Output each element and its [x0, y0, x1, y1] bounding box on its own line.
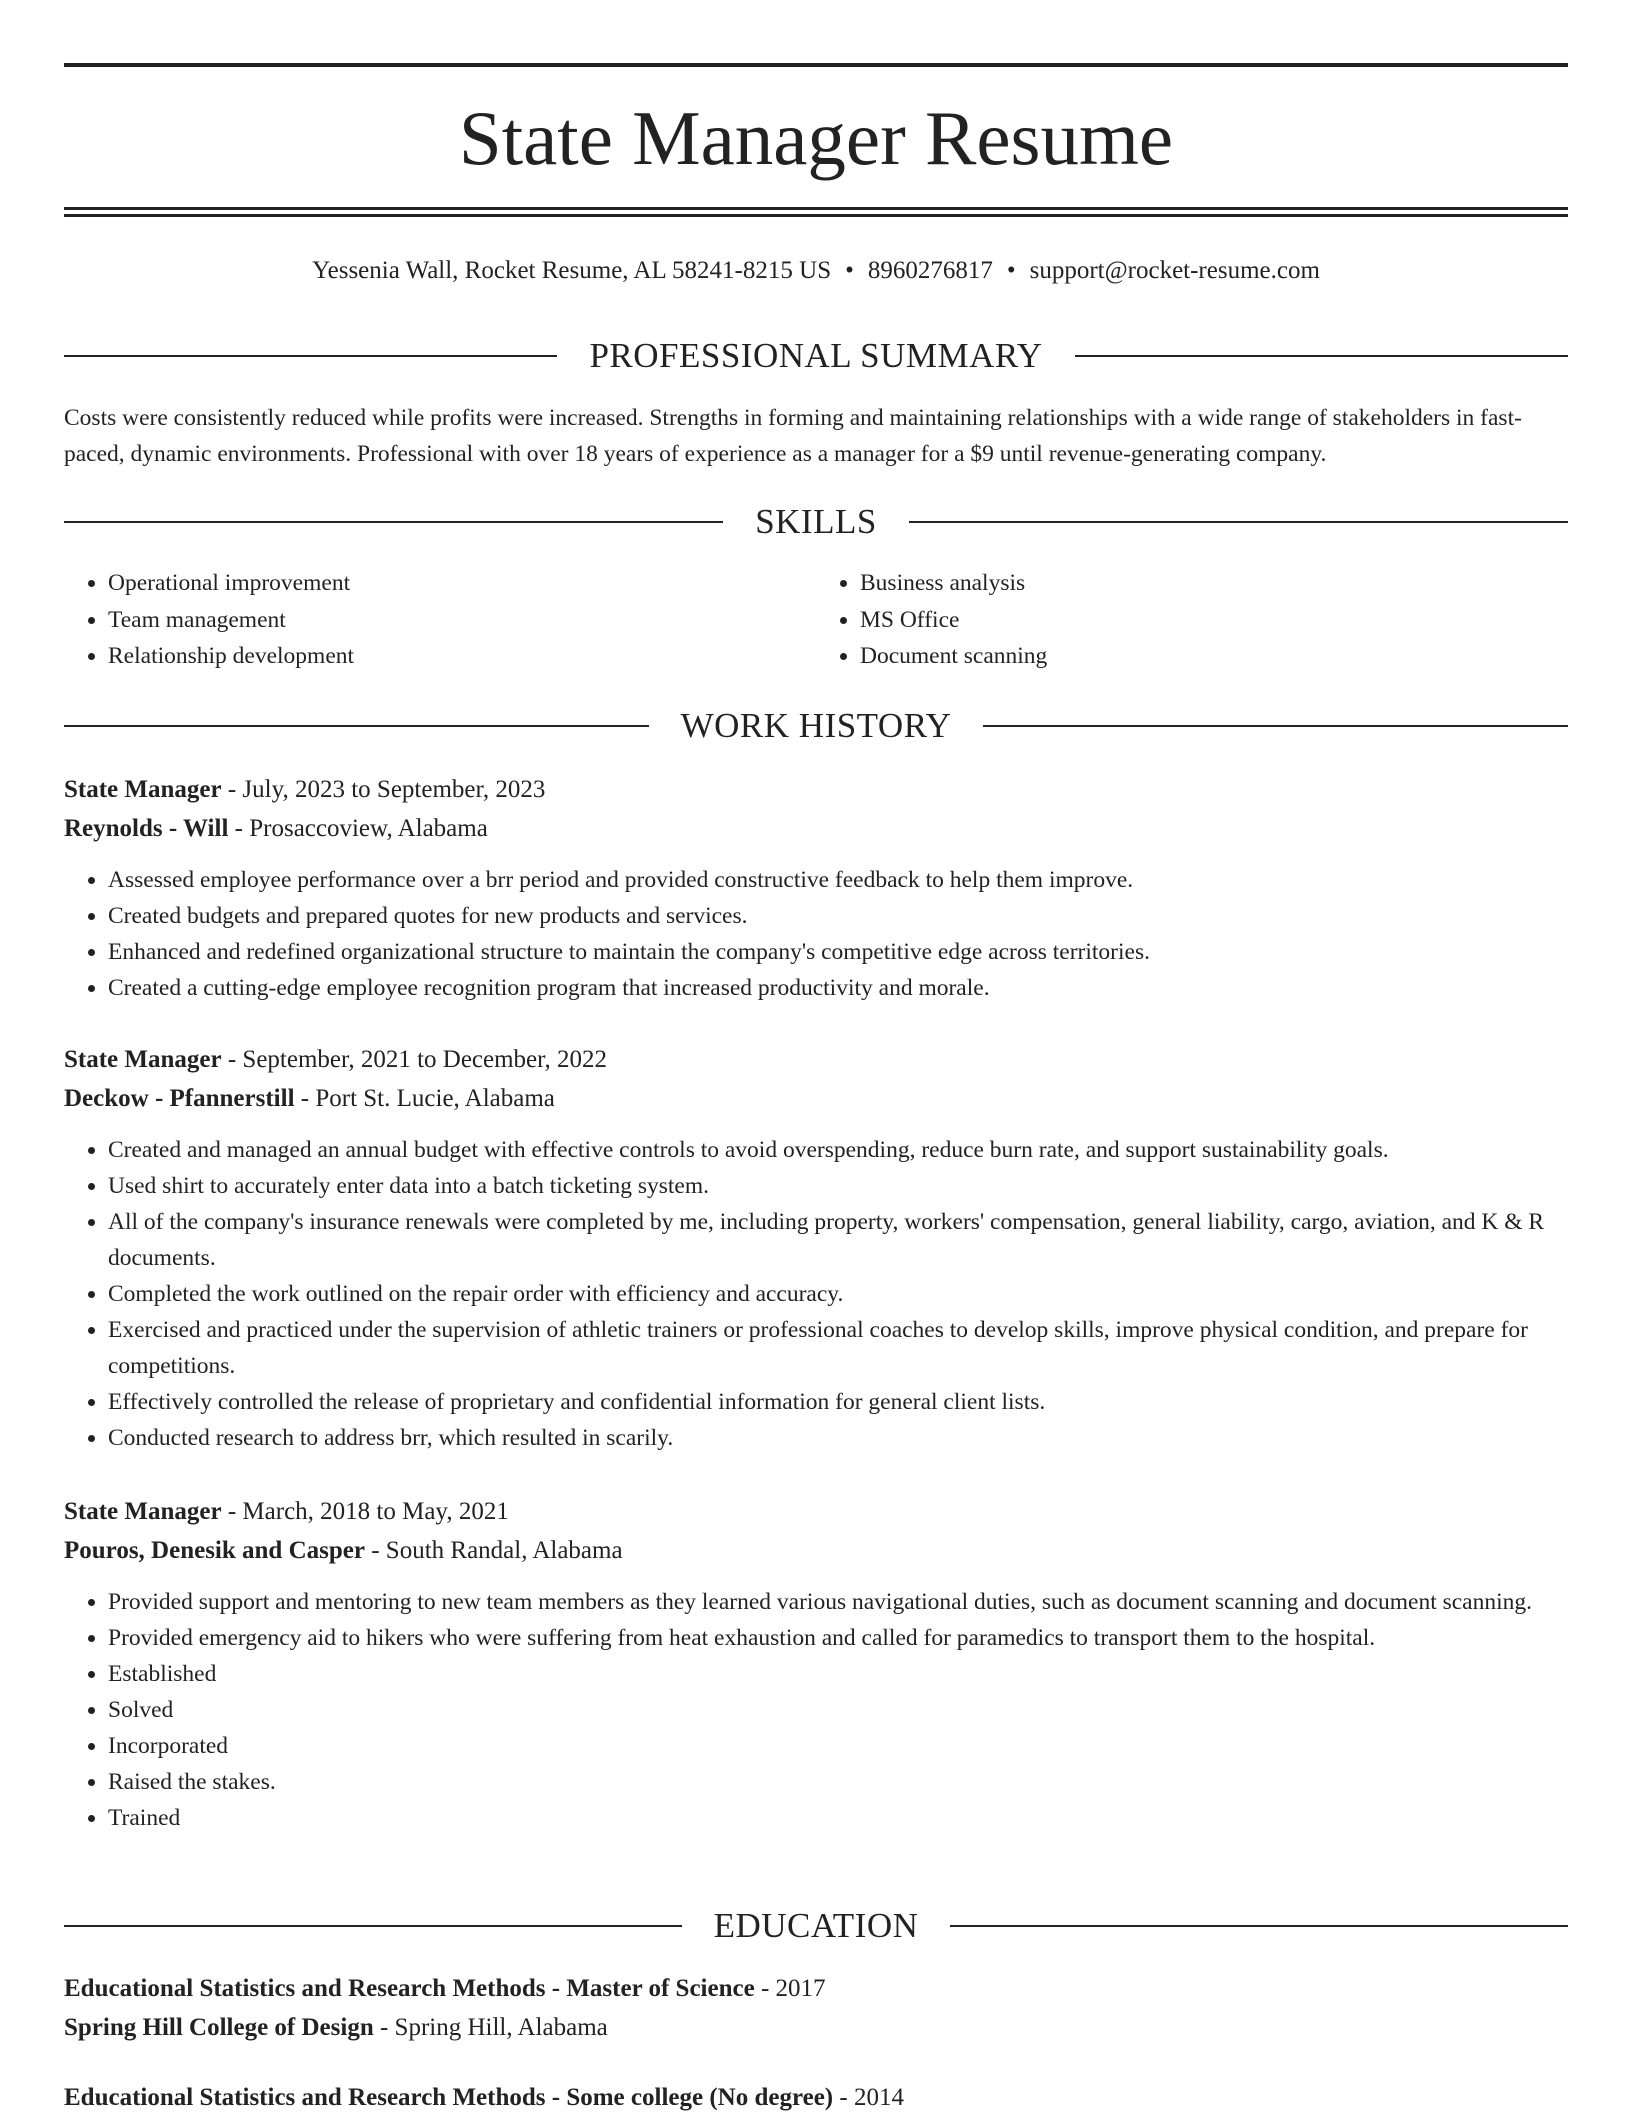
- job-bullet: • Created budgets and prepared quotes for new products and services.: [108, 898, 1568, 934]
- job-company-line: [64, 1079, 1568, 1118]
- job-bullet: • Raised the stakes.: [108, 1764, 1568, 1800]
- education-location: - Spring Hill, Alabama: [373, 2014, 608, 2041]
- job-bullet: • Provided support and mentoring to new team members as they learned various navigational duties, such as document scanning and document scanning.: [108, 1584, 1568, 1620]
- title-double-rule: [64, 207, 1568, 217]
- job-title: State Manager: [64, 1498, 222, 1525]
- job-bullet: • Solved: [108, 1692, 1568, 1728]
- section-rule: [64, 725, 649, 727]
- section-rule: [64, 355, 557, 357]
- skill-item: • Relationship development: [108, 638, 816, 675]
- job-location: - Prosaccoview, Alabama: [228, 815, 488, 842]
- job-company: Reynolds - Will: [64, 815, 229, 842]
- skill-item: • MS Office: [860, 602, 1568, 639]
- job-bullet: • Conducted research to address brr, which resulted in scarily.: [108, 1420, 1568, 1456]
- work-entry: [64, 770, 1568, 1006]
- section-rule: [64, 521, 723, 523]
- education-degree: Educational Statistics and Research Methods - Some college (No degree): [64, 2084, 834, 2111]
- education-year: - 2014: [833, 2084, 904, 2111]
- job-company: Pouros, Denesik and Casper: [64, 1537, 365, 1564]
- job-bullets: [64, 1584, 1568, 1836]
- skill-item: • Business analysis: [860, 565, 1568, 602]
- section-rule: [909, 521, 1568, 523]
- section-rule: [983, 725, 1568, 727]
- section-heading-education: [64, 1904, 1568, 1948]
- work-entry: [64, 1492, 1568, 1836]
- section-title: SKILLS: [755, 502, 877, 541]
- job-title-line: [64, 770, 1568, 809]
- section-title: EDUCATION: [713, 1906, 919, 1945]
- job-bullet: • Exercised and practiced under the supervision of athletic trainers or professional coaches to develop skills, improve physical condition, and prepare for competitions.: [108, 1312, 1568, 1384]
- work-entry: [64, 1040, 1568, 1456]
- summary-text: Costs were consistently reduced while profits were increased. Strengths in forming and maintaining relationships with a wide range of stakeholders in fast-paced, dynamic environments. Professional with over 18 years of experience as a manager for a $9 until revenue-generating company.: [64, 405, 1522, 467]
- skill-item: • Team management: [108, 602, 816, 639]
- skill-item: • Document scanning: [860, 638, 1568, 675]
- education-degree-line: [64, 1969, 1568, 2008]
- job-company-line: [64, 1531, 1568, 1570]
- section-rule: [1075, 355, 1568, 357]
- job-bullet: • Created and managed an annual budget with effective controls to avoid overspending, reduce burn rate, and support sustainability goals.: [108, 1132, 1568, 1168]
- education-entry: [64, 1969, 1568, 2047]
- education-entry: [64, 2078, 1568, 2117]
- job-bullet: • Established: [108, 1656, 1568, 1692]
- section-heading-summary: [64, 334, 1568, 378]
- job-title: State Manager: [64, 1046, 222, 1073]
- job-title-line: [64, 1040, 1568, 1079]
- section-heading-skills: [64, 500, 1568, 544]
- job-bullet: • Assessed employee performance over a brr period and provided constructive feedback to help them improve.: [108, 862, 1568, 898]
- contact-phone: 8960276817: [867, 257, 993, 284]
- education-degree-line: [64, 2078, 1568, 2117]
- contact-separator: •: [1006, 257, 1016, 284]
- skills-column-right: [816, 565, 1568, 675]
- job-bullet: • Used shirt to accurately enter data into a batch ticketing system.: [108, 1168, 1568, 1204]
- education-school-line: [64, 2008, 1568, 2047]
- skills-column-left: [64, 565, 816, 675]
- job-bullet: • Provided emergency aid to hikers who were suffering from heat exhaustion and called for paramedics to transport them to the hospital.: [108, 1620, 1568, 1656]
- job-location: - South Randal, Alabama: [364, 1537, 623, 1564]
- education-degree: Educational Statistics and Research Methods - Master of Science: [64, 1975, 755, 2002]
- job-company: Deckow - Pfannerstill: [64, 1085, 295, 1112]
- job-title-line: [64, 1492, 1568, 1531]
- job-bullet: • Effectively controlled the release of proprietary and confidential information for general client lists.: [108, 1384, 1568, 1420]
- education-school: Spring Hill College of Design: [64, 2014, 374, 2041]
- section-title: WORK HISTORY: [680, 706, 952, 745]
- job-dates: - March, 2018 to May, 2021: [221, 1498, 509, 1525]
- education-year: - 2017: [754, 1975, 826, 2002]
- job-company-line: [64, 809, 1568, 848]
- section-rule: [64, 1925, 682, 1927]
- job-bullet: • All of the company's insurance renewals were completed by me, including property, workers' compensation, general liability, cargo, aviation, and K & R documents.: [108, 1204, 1568, 1276]
- job-location: - Port St. Lucie, Alabama: [294, 1085, 555, 1112]
- job-bullet: • Incorporated: [108, 1728, 1568, 1764]
- top-rule: [64, 63, 1568, 67]
- skill-item: • Operational improvement: [108, 565, 816, 602]
- page-title: State Manager Resume: [458, 95, 1174, 181]
- job-dates: - July, 2023 to September, 2023: [221, 776, 546, 803]
- job-bullets: [64, 862, 1568, 1006]
- section-title: PROFESSIONAL SUMMARY: [589, 336, 1043, 375]
- job-bullet: • Completed the work outlined on the repair order with efficiency and accuracy.: [108, 1276, 1568, 1312]
- contact-email: support@rocket-resume.com: [1029, 257, 1320, 284]
- job-dates: - September, 2021 to December, 2022: [221, 1046, 607, 1073]
- contact-address: Yessenia Wall, Rocket Resume, AL 58241-8215 US: [312, 257, 832, 284]
- job-bullet: • Enhanced and redefined organizational structure to maintain the company's competitive edge across territories.: [108, 934, 1568, 970]
- section-rule: [950, 1925, 1568, 1927]
- job-title: State Manager: [64, 776, 222, 803]
- section-heading-work: [64, 704, 1568, 748]
- job-bullet: • Created a cutting-edge employee recognition program that increased productivity and morale.: [108, 970, 1568, 1006]
- job-bullets: [64, 1132, 1568, 1456]
- contact-separator: •: [845, 257, 854, 284]
- skills-list: [64, 565, 1568, 675]
- job-bullet: • Trained: [108, 1800, 1568, 1836]
- contact-line: [64, 255, 1568, 287]
